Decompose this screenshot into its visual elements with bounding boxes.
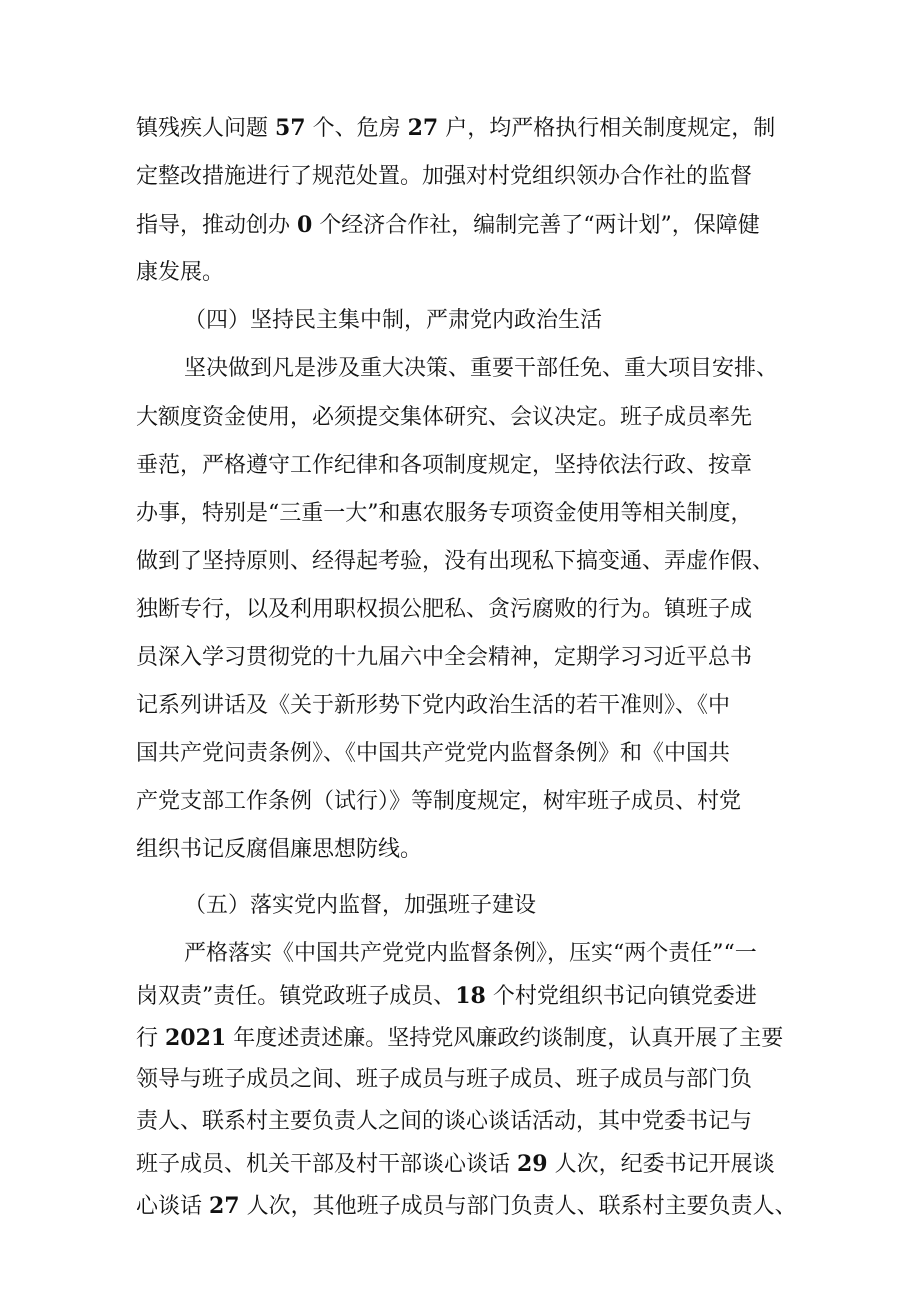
text-line: 做到了坚持原则、经得起考验，没有出现私下搞变通、弄虚作假、 (136, 549, 775, 574)
text-line: 康发展。 (136, 260, 225, 285)
section-heading: （四）坚持民主集中制，严肃党内政治生活 (184, 308, 603, 333)
text-line: 产党支部工作条例（试行）》等制度规定，树牢班子成员、村党 (136, 789, 742, 814)
text-line: 指导，推动创办 0 个经济合作社，编制完善了“两计划”，保障健 (136, 212, 760, 238)
text-line: 领导与班子成员之间、班子成员与班子成员、班子成员与部门负 (136, 1067, 753, 1092)
text-line: 镇残疾人问题 57 个、危房 27 户，均严格执行相关制度规定，制 (136, 115, 776, 141)
text-line: 严格落实《中国共产党党内监督条例》，压实“两个责任”“一 (184, 941, 757, 966)
text-line: 办事，特别是“三重一大”和惠农服务专项资金使用等相关制度， (136, 501, 753, 526)
text-line: 定整改措施进行了规范处置。加强对村党组织领办合作社的监督 (136, 164, 753, 189)
text-line: 员深入学习贯彻党的十九届六中全会精神，定期学习习近平总书 (136, 645, 753, 670)
text-line: 国共产党问责条例》、《中国共产党党内监督条例》和《中国共 (136, 741, 731, 766)
text-line: 记系列讲话及《关于新形势下党内政治生活的若干准则》、《中 (136, 693, 731, 718)
section-heading: （五）落实党内监督，加强班子建设 (184, 893, 537, 918)
text-line: 坚决做到凡是涉及重大决策、重要干部任免、重大项目安排、 (184, 356, 779, 381)
text-line: 大额度资金使用，必须提交集体研究、会议决定。班子成员率先 (136, 405, 753, 430)
text-line: 班子成员、机关干部及村干部谈心谈话 29 人次，纪委书记开展谈 (136, 1151, 775, 1177)
text-line: 岗双责”责任。镇党政班子成员、18 个村党组织书记向镇党委进 (136, 983, 757, 1009)
text-line: 行 2021 年度述责述廉。坚持党风廉政约谈制度，认真开展了主要 (136, 1025, 784, 1051)
text-line: 心谈话 27 人次，其他班子成员与部门负责人、联系村主要负责人、 (136, 1193, 797, 1219)
text-line: 组织书记反腐倡廉思想防线。 (136, 837, 423, 862)
text-line: 责人、联系村主要负责人之间的谈心谈话活动，其中党委书记与 (136, 1109, 753, 1134)
text-line: 垂范，严格遵守工作纪律和各项制度规定，坚持依法行政、按章 (136, 453, 753, 478)
text-line: 独断专行，以及利用职权损公肥私、贪污腐败的行为。镇班子成 (136, 597, 753, 622)
